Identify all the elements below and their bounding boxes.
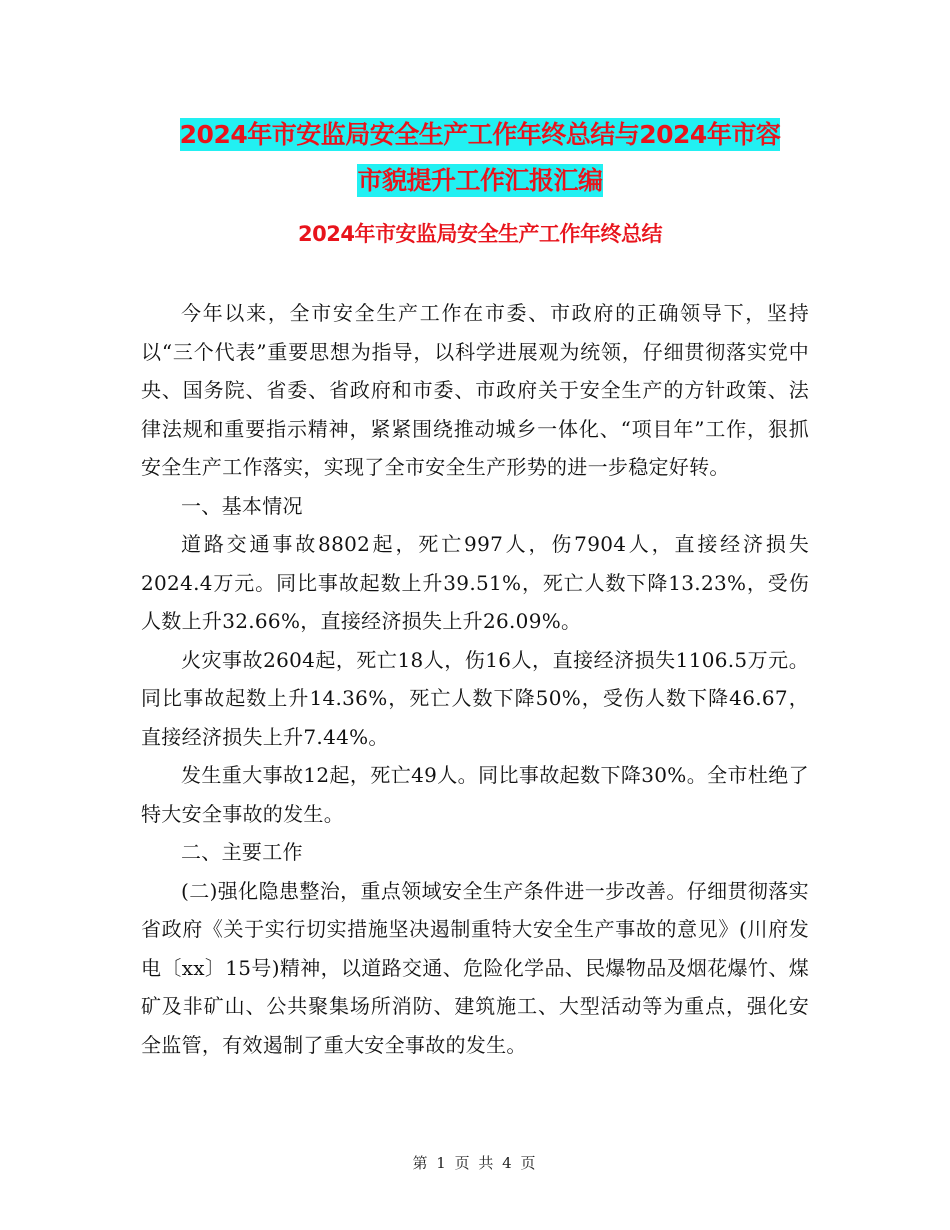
- document-body: [141, 294, 809, 1064]
- page-footer: 第 1 页 共 4 页: [412, 1154, 538, 1172]
- paragraph-hazard-rectification: (二)强化隐患整治，重点领域安全生产条件进一步改善。仔细贯彻落实省政府《关于实行切实措施坚决遏制重特大安全生产事故的意见》(川府发电〔xx〕15号)精神，以道路交通、危险化学品、民爆物品及烟花爆竹、煤矿及非矿山、公共聚集场所消防、建筑施工、大型活动等为重点，强化安全监管，有效遏制了重大安全事故的发生。: [141, 878, 809, 1057]
- heading-basic-situation: 一、基本情况: [181, 493, 303, 518]
- paragraph-traffic-accidents: 道路交通事故8802起，死亡997人，伤7904人，直接经济损失2024.4万元。同比事故起数上升39.51%，死亡人数下降13.23%，受伤人数上升32.66%，直接经济损失上升26.09%。: [141, 532, 809, 633]
- paragraph-intro: 今年以来，全市安全生产工作在市委、市政府的正确领导下，坚持以“三个代表”重要思想为指导，以科学进展观为统领，仔细贯彻落实党中央、国务院、省委、省政府和市委、市政府关于安全生产的方针政策、法律法规和重要指示精神，紧紧围绕推动城乡一体化、“项目年”工作，狠抓安全生产工作落实，实现了全市安全生产形势的进一步稳定好转。: [141, 301, 809, 479]
- heading-main-work: 二、主要工作: [181, 840, 303, 864]
- document-title: [140, 112, 820, 204]
- paragraph-fire-accidents: 火灾事故2604起，死亡18人，伤16人，直接经济损失1106.5万元。同比事故起数上升14.36%，死亡人数下降50%，受伤人数下降46.67，直接经济损失上升7.44%。: [141, 647, 809, 749]
- title-line-1: 2024年市安监局安全生产工作年终总结与2024年市容: [179, 120, 781, 149]
- title-line-2: 市貌提升工作汇报汇编: [357, 166, 603, 195]
- paragraph-major-accidents: 发生重大事故12起，死亡49人。同比事故起数下降30%。全市杜绝了特大安全事故的发生。: [141, 763, 809, 826]
- section-title: 2024年市安监局安全生产工作年终总结: [298, 222, 662, 246]
